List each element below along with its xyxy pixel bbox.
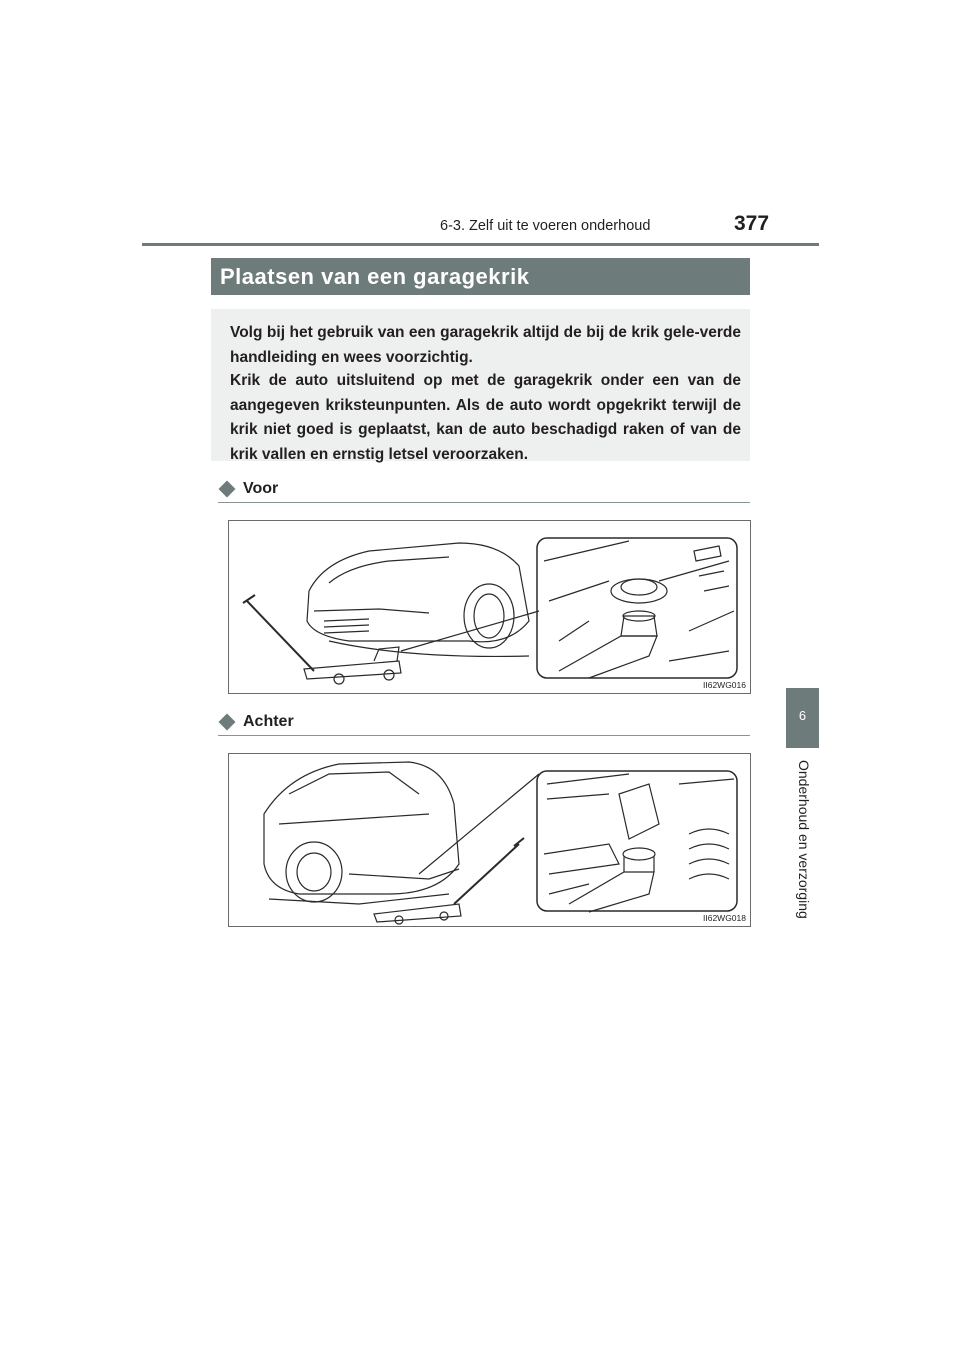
subheading-front-rule [218,502,750,503]
figure-rear-jack [228,753,751,927]
figure-front-jack [228,520,751,694]
front-jack-illustration [229,521,750,693]
figure-rear-code: II62WG018 [703,913,746,923]
subheading-front [218,480,278,498]
diamond-bullet-icon [219,481,236,498]
subheading-rear-label: Achter [243,713,294,730]
info-box [211,309,750,461]
chapter-title-vertical: Onderhoud en verzorging [796,760,812,919]
header-divider [142,243,819,246]
chapter-number: 6 [798,708,807,723]
info-paragraph-1: Volg bij het gebruik van een garagekrik altijd de bij de krik gele-verde handleiding en wees voorzichtig. [230,324,741,366]
subheading-rear-rule [218,735,750,736]
diamond-bullet-icon [219,714,236,731]
figure-front-code: II62WG016 [703,680,746,690]
page-number: 377 [734,212,770,235]
rear-jack-illustration [229,754,750,926]
section-title: Plaatsen van een garagekrik [220,264,530,289]
chapter-tab [786,688,819,748]
subheading-rear [218,713,294,731]
info-paragraph-2: Krik de auto uitsluitend op met de garagekrik onder een van de aangegeven kriksteunpunten. Als de auto wordt opgekrikt terwijl de krik niet goed is geplaatst, kan de auto beschadigd raken of van de krik vallen en ernstig letsel veroorzaken. [230,372,741,463]
subheading-front-label: Voor [243,480,279,497]
section-title-bar [211,258,750,295]
header-section-title: 6-3. Zelf uit te voeren onderhoud [440,218,651,234]
